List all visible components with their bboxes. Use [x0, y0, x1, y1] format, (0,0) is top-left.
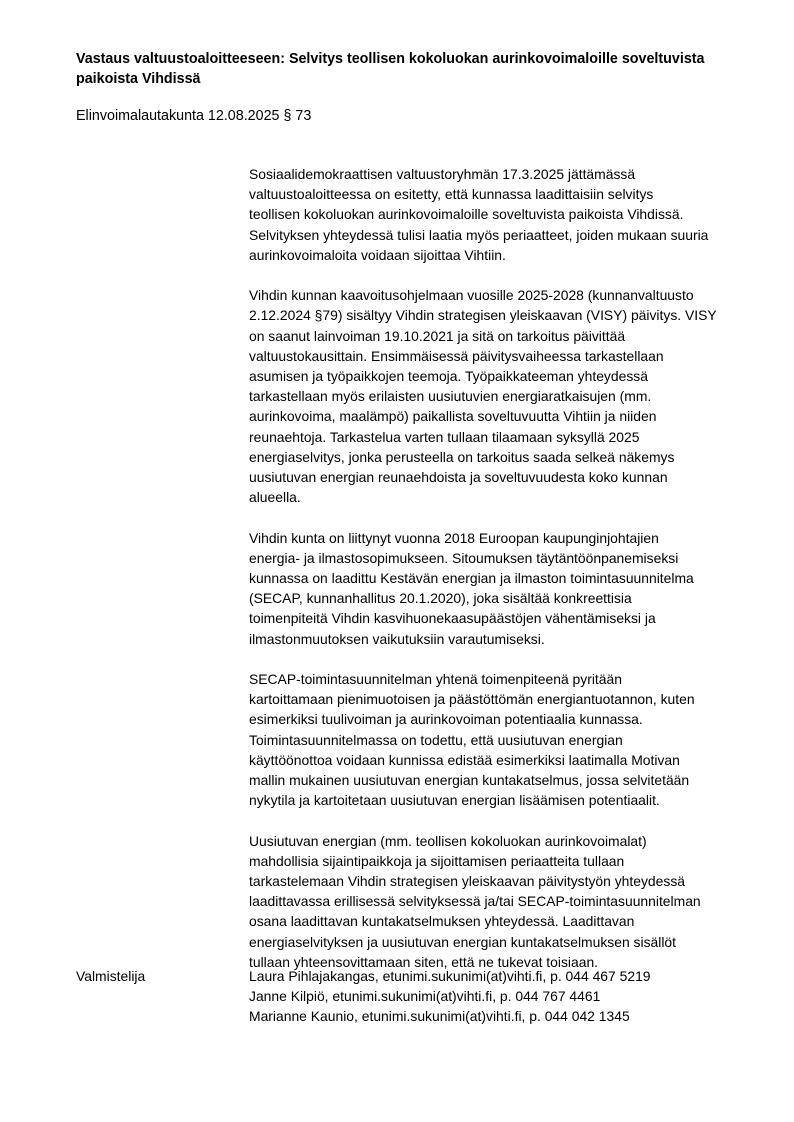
text-line: energiaselvitys, jonka perusteella on tarkoitus saada selkeä näkemys: [249, 448, 675, 465]
preparer-label: Valmistelija: [76, 968, 146, 984]
document-body: [249, 164, 749, 992]
text-line: nykytila ja kartoitetaan uusiutuvan energian lisäämisen potentiaalit.: [249, 792, 660, 809]
text-line: kunnassa on laadittu Kestävän energian ja ilmaston toimintasuunnitelma: [249, 570, 694, 587]
text-line: esimerkiksi tuulivoiman ja aurinkovoiman potentiaalia kunnassa.: [249, 711, 643, 728]
preparer-contact: Marianne Kaunio, etunimi.sukunimi(at)vihti.fi, p. 044 042 1345: [249, 1008, 630, 1025]
text-line: Vihdin kunta on liittynyt vuonna 2018 Euroopan kaupunginjohtajien: [249, 529, 659, 546]
text-line: aurinkovoima, maalämpö) paikallista soveltuvuutta Vihtiin ja niiden: [249, 408, 657, 425]
paragraph-secap: [249, 669, 749, 810]
preparer-contact: Laura Pihlajakangas, etunimi.sukunimi(at)vihti.fi, p. 044 467 5219: [249, 968, 651, 984]
text-line: alueella.: [249, 489, 301, 506]
text-line: tarkastelemaan Vihdin strategisen yleiskaavan päivitystyön yhteydessä: [249, 873, 685, 890]
meeting-reference: Elinvoimalautakunta 12.08.2025 § 73: [76, 108, 312, 124]
text-line: energiaselvityksen ja uusiutuvan energian kuntakatselmuksen sisällöt: [249, 933, 676, 950]
paragraph-covenant: [249, 528, 749, 649]
preparer-contact: Janne Kilpiö, etunimi.sukunimi(at)vihti.fi, p. 044 767 4461: [249, 988, 601, 1005]
text-line: mahdollisia sijaintipaikkoja ja sijoittamisen periaatteita tullaan: [249, 852, 625, 869]
text-line: uusiutuvan energian reunaehdoista ja soveltuvuudesta koko kunnan: [249, 469, 668, 486]
text-line: toimenpiteitä Vihdin kasvihuonekaasupäästöjen vähentämiseksi ja: [249, 610, 656, 627]
text-line: energia- ja ilmastosopimukseen. Sitoumuksen täytäntöönpanemiseksi: [249, 549, 679, 566]
text-line: Toimintasuunnitelmassa on todettu, että uusiutuvan energian: [249, 731, 623, 748]
title-line: paikoista Vihdissä: [76, 71, 201, 87]
text-line: mallin mukainen uusiutuvan energian kuntakatselmus, jossa selvitetään: [249, 772, 690, 789]
text-line: valtuustokausittain. Ensimmäisessä päivitysvaiheessa tarkastellaan: [249, 347, 664, 364]
text-line: käyttöönottoa voidaan kunnissa edistää esimerkiksi laatimalla Motivan: [249, 751, 680, 768]
text-line: valtuustoaloitteessa on esitetty, että kunnassa laadittaisiin selvitys: [249, 186, 654, 203]
title-line: Vastaus valtuustoaloitteeseen: Selvitys teollisen kokoluokan aurinkovoimaloille soveltuvista: [76, 51, 705, 67]
text-line: Selvityksen yhteydessä tulisi laatia myös periaatteet, joiden mukaan suuria: [249, 226, 709, 243]
text-line: SECAP-toimintasuunnitelman yhtenä toimenpiteenä pyritään: [249, 671, 622, 688]
text-line: tullaan yhteensovittamaan siten, että ne tukevat toisiaan.: [249, 953, 599, 970]
text-line: osana laadittavan kuntakatselmuksen yhteydessä. Laadittavan: [249, 913, 635, 930]
paragraph-conclusion: [249, 831, 749, 972]
paragraph-zoning-program: [249, 285, 749, 507]
text-line: on saanut lainvoiman 19.10.2021 ja sitä on tarkoitus päivittää: [249, 327, 626, 344]
text-line: asumisen ja työpaikkojen teemoja. Työpaikkateeman yhteydessä: [249, 368, 648, 385]
text-line: Vihdin kunnan kaavoitusohjelmaan vuosille 2025-2028 (kunnanvaltuusto: [249, 287, 694, 304]
text-line: kartoittamaan pienimuotoisen ja päästöttömän energiantuotannon, kuten: [249, 691, 695, 708]
text-line: teollisen kokoluokan aurinkovoimaloille soveltuvista paikoista Vihdissä.: [249, 206, 684, 223]
text-line: tarkastellaan myös erilaisten uusiutuvien energiaratkaisujen (mm.: [249, 388, 652, 405]
text-line: reunaehtoja. Tarkastelua varten tullaan tilaamaan syksyllä 2025: [249, 428, 640, 445]
paragraph-initiative: [249, 164, 749, 265]
text-line: Uusiutuvan energian (mm. teollisen kokoluokan aurinkovoimalat): [249, 832, 647, 849]
text-line: Sosiaalidemokraattisen valtuustoryhmän 17.3.2025 jättämässä: [249, 166, 636, 182]
text-line: 2.12.2024 §79) sisältyy Vihdin strategisen yleiskaavan (VISY) päivitys. VISY: [249, 307, 717, 324]
document-title: [76, 49, 716, 89]
text-line: (SECAP, kunnanhallitus 20.1.2020), joka sisältää konkreettisia: [249, 590, 632, 607]
text-line: ilmastonmuutoksen vaikutuksiin varautumiseksi.: [249, 630, 545, 647]
text-line: laadittavassa erillisessä selvityksessä ja/tai SECAP-toimintasuunnitelman: [249, 893, 701, 910]
preparer-list: [249, 966, 651, 1027]
text-line: aurinkovoimaloita voidaan sijoittaa Vihtiin.: [249, 246, 506, 263]
